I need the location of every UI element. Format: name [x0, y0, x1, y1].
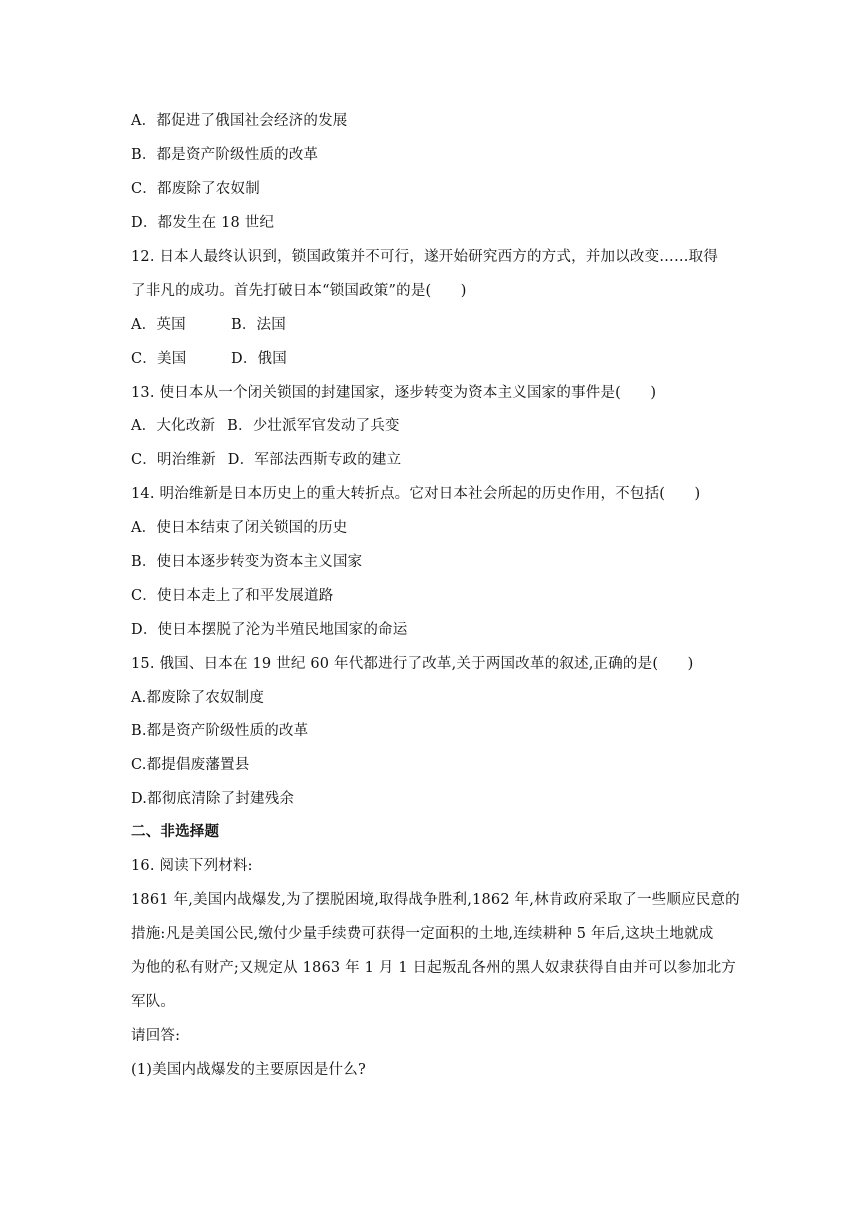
q11-option-c: C．都废除了农奴制 [131, 181, 260, 197]
q13-stem: 13. 使日本从一个闭关锁国的封建国家，逐步转变为资本主义国家的事件是( ) [131, 385, 657, 401]
q15-option-d: D.都彻底清除了封建残余 [131, 791, 295, 807]
q14-option-c: C．使日本走上了和平发展道路 [131, 588, 334, 604]
q14-option-b: B．使日本逐步转变为资本主义国家 [131, 554, 363, 570]
q15-option-a: A.都废除了农奴制度 [131, 690, 265, 706]
q13-option-c: C．明治维新 [131, 452, 216, 468]
q11-option-b: B．都是资产阶级性质的改革 [131, 147, 319, 163]
q14-option-d: D．使日本摆脱了沦为半殖民地国家的命运 [131, 622, 408, 638]
q11-option-d: D．都发生在 18 世纪 [131, 215, 275, 231]
q12-stem-line2: 了非凡的成功。首先打破日本“锁国政策”的是( ) [131, 283, 467, 299]
q13-option-d: D．军部法西斯专政的建立 [227, 452, 402, 468]
q16-material-line4: 军队。 [131, 994, 176, 1010]
q12-option-b: B．法国 [231, 317, 286, 333]
section-title: 二、非选择题 [131, 823, 220, 840]
q16-stem: 16. 阅读下列材料: [131, 858, 253, 874]
q13-option-a: A．大化改新 [131, 418, 216, 434]
q16-material-line3: 为他的私有财产;又规定从 1863 年 1 月 1 日起叛乱各州的黑人奴隶获得自由并可以参加北方 [131, 960, 736, 976]
q11-option-a: A．都促进了俄国社会经济的发展 [131, 113, 348, 129]
q15-stem: 15. 俄国、日本在 19 世纪 60 年代都进行了改革,关于两国改革的叙述,正确的是( ) [131, 656, 694, 672]
q14-option-a: A．使日本结束了闭关锁国的历史 [131, 520, 348, 536]
q12-options-row2 [131, 349, 287, 369]
q12-options-row1 [131, 315, 286, 335]
q12-stem-line1: 12. 日本人最终认识到，锁国政策并不可行，遂开始研究西方的方式，并加以改变……取得 [131, 249, 719, 265]
q15-option-b: B.都是资产阶级性质的改革 [131, 723, 309, 739]
q14-stem: 14. 明治维新是日本历史上的重大转折点。它对日本社会所起的历史作用，不包括( ) [131, 486, 701, 502]
q15-option-c: C.都提倡废藩置县 [131, 757, 250, 773]
q12-option-a: A．英国 [131, 317, 186, 333]
q16-prompt: 请回答: [131, 1028, 181, 1044]
q16-sub-question-1: (1)美国内战爆发的主要原因是什么? [131, 1062, 366, 1078]
q13-option-b: B．少壮派军官发动了兵变 [227, 418, 400, 434]
q13-options-row1 [131, 416, 400, 436]
q12-option-c: C．美国 [131, 351, 187, 367]
q12-option-d: D．俄国 [231, 351, 287, 367]
q16-material-line2: 措施:凡是美国公民,缴付少量手续费可获得一定面积的土地,连续耕种 5 年后,这块土地就成 [131, 926, 714, 942]
q13-options-row2 [131, 450, 401, 470]
q16-material-line1: 1861 年,美国内战爆发,为了摆脱困境,取得战争胜利,1862 年,林肯政府采取了一些顺应民意的 [131, 892, 740, 908]
